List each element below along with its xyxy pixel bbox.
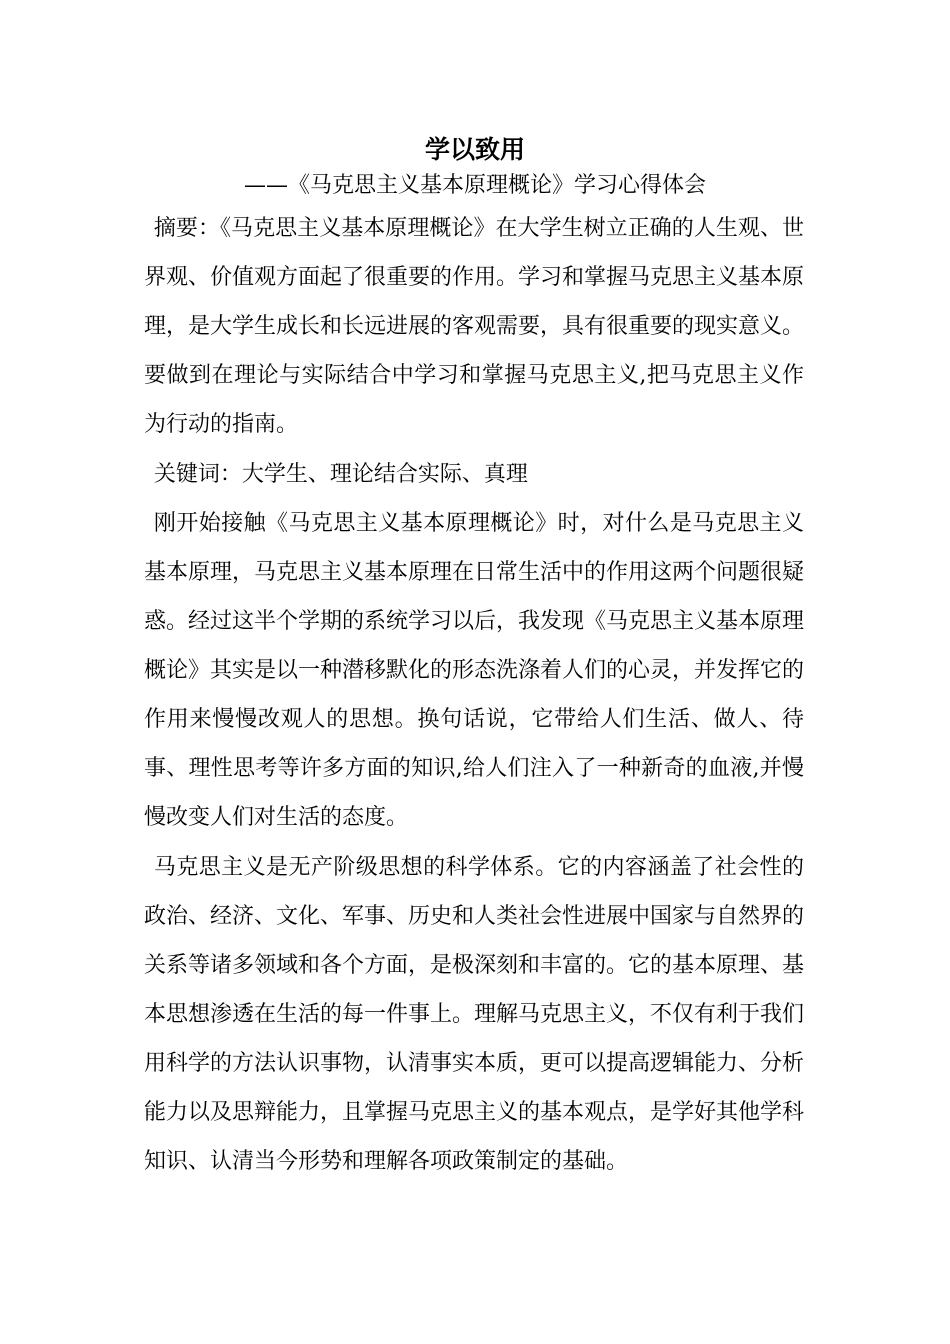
body-paragraph-1: 刚开始接触《马克思主义基本原理概论》时，对什么是马克思主义基本原理，马克思主义基本原理在日常生活中的作用这两个问题很疑惑。经过这半个学期的系统学习以后，我发现《马克思主义基本原理概论》其实是以一种潜移默化的形态洗涤着人们的心灵，并发挥它的作用来慢慢改观人的思想。换句话说，它带给人们生活、做人、待事、理性思考等许多方面的知识,给人们注入了一种新奇的血液,并慢慢改变人们对生活的态度。 [144,511,805,830]
body-paragraph-2: 马克思主义是无产阶级思想的科学体系。它的内容涵盖了社会性的政治、经济、文化、军事、历史和人类社会性进展中国家与自然界的关系等诸多领域和各个方面，是极深刻和丰富的。它的基本原理、基本思想渗透在生活的每一件事上。理解马克思主义，不仅有利于我们用科学的方法认识事物，认清事实本质，更可以提高逻辑能力、分析能力以及思辩能力，且掌握马克思主义的基本观点，是学好其他学科知识、认清当今形势和理解各项政策制定的基础。 [144,855,805,1174]
abstract-paragraph: 摘要：《马克思主义基本原理概论》在大学生树立正确的人生观、世界观、价值观方面起了很重要的作用。学习和掌握马克思主义基本原理，是大学生成长和长远进展的客观需要，具有很重要的现实意义。要做到在理论与实际结合中学习和掌握马克思主义,把马克思主义作为行动的指南。 [144,216,805,437]
document-subtitle: ——《马克思主义基本原理概论》学习心得体会 [243,173,706,198]
document-title: 学以致用 [424,135,525,164]
keywords-line: 关键词：大学生、理论结合实际、真理 [153,462,528,487]
